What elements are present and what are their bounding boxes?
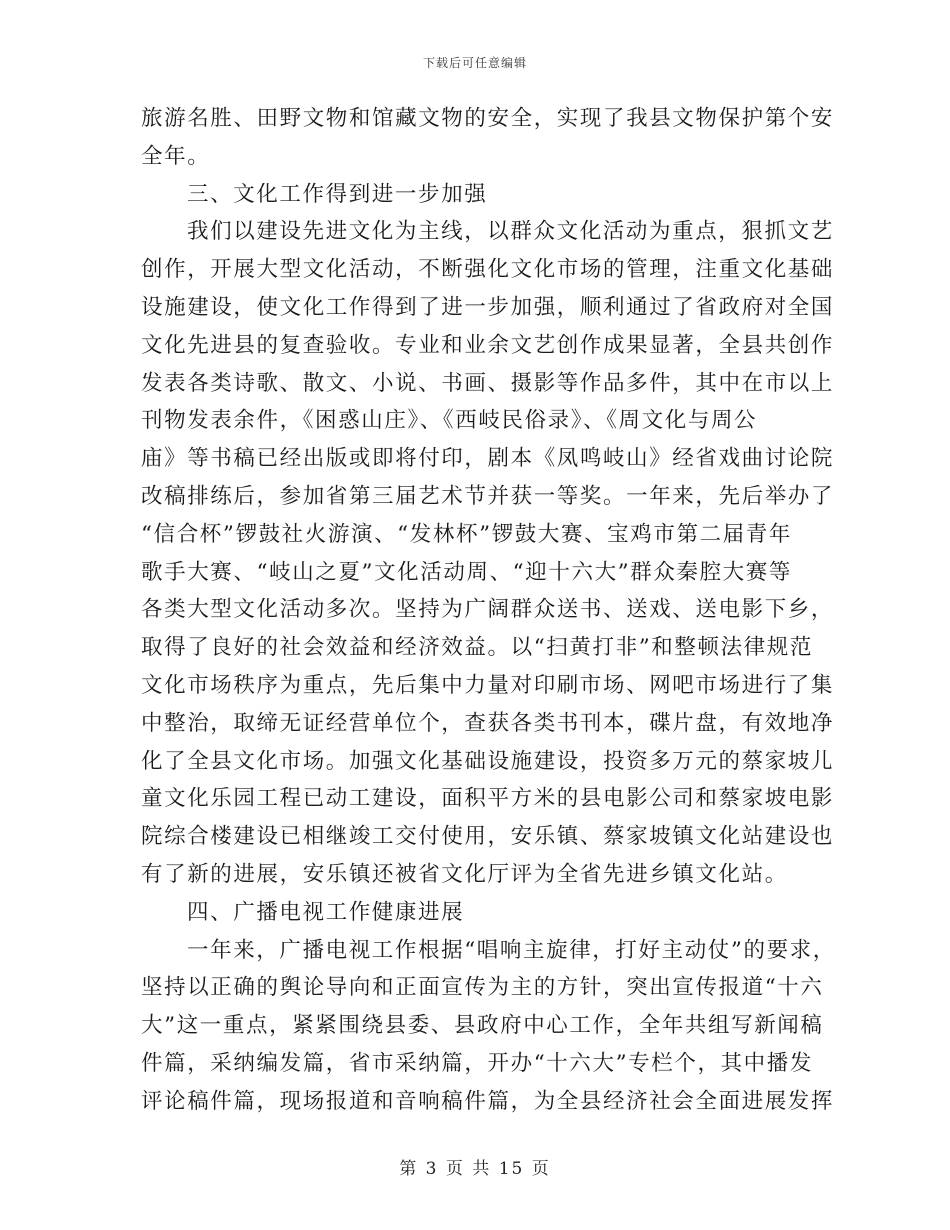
text-line: 改稿排练后，参加省第三届艺术节并获一等奖。一年来，先后举办了 xyxy=(141,483,835,509)
section-heading: 三、文化工作得到进一步加强 xyxy=(187,181,488,207)
text-line: 取得了良好的社会效益和经济效益。以“扫黄打非”和整顿法律规范 xyxy=(141,635,813,661)
text-line: 大”这一重点，紧紧围绕县委、县政府中心工作，全年共组写新闻稿 xyxy=(141,1013,824,1039)
text-line: 化了全县文化市场。加强文化基础设施建设，投资多万元的蔡家坡儿 xyxy=(141,748,835,774)
text-line: 旅游名胜、田野文物和馆藏文物的安全，实现了我县文物保护第个安 xyxy=(141,106,835,131)
text-line: “信合杯”锣鼓社火游演、“发林杯”锣鼓大赛、宝鸡市第二届青年 xyxy=(141,521,792,547)
text-line: 一年来，广播电视工作根据“唱响主旋律，打好主动仗”的要求， xyxy=(187,937,836,963)
text-line: 刊物发表余件，《困惑山庄》、《西岐民俗录》、《周文化与周公 xyxy=(141,408,758,434)
text-line: 文化市场秩序为重点，先后集中力量对印刷市场、网吧市场进行了集 xyxy=(141,672,835,698)
text-line: 童文化乐园工程已动工建设，面积平方米的县电影公司和蔡家坡电影 xyxy=(141,786,835,812)
text-line: 我们以建设先进文化为主线，以群众文化活动为重点，狠抓文艺 xyxy=(187,219,834,245)
text-line: 院综合楼建设已相继竣工交付使用，安乐镇、蔡家坡镇文化站建设也 xyxy=(141,824,835,850)
text-line: 评论稿件篇，现场报道和音响稿件篇，为全县经济社会全面进展发挥 xyxy=(141,1088,835,1114)
text-line: 庙》等书稿已经出版或即将付印，剧本《凤鸣岐山》经省戏曲讨论院 xyxy=(141,446,835,472)
header-note: 下载后可任意编辑 xyxy=(422,56,527,70)
section-heading: 四、广播电视工作健康进展 xyxy=(187,899,465,925)
text-line: 发表各类诗歌、散文、小说、书画、摄影等作品多件，其中在市以上 xyxy=(141,370,835,396)
text-line: 中整治，取缔无证经营单位个，查获各类书刊本，碟片盘，有效地净 xyxy=(141,710,835,736)
text-line: 各类大型文化活动多次。坚持为广阔群众送书、送戏、送电影下乡， xyxy=(141,597,835,623)
body-text xyxy=(141,100,836,1121)
text-line: 歌手大赛、“岐山之夏”文化活动周、“迎十六大”群众秦腔大赛等 xyxy=(141,559,792,585)
text-line: 坚持以正确的舆论导向和正面宣传为主的方针，突出宣传报道“十六 xyxy=(141,975,824,1001)
text-line: 有了新的进展，安乐镇还被省文化厅评为全省先进乡镇文化站。 xyxy=(141,861,788,887)
text-line: 创作，开展大型文化活动，不断强化文化市场的管理，注重文化基础 xyxy=(141,257,835,283)
text-line: 全年。 xyxy=(141,143,211,169)
page-number-footer: 第 3 页 共 15 页 xyxy=(399,1159,551,1179)
text-line: 文化先进县的复查验收。专业和业余文艺创作成果显著，全县共创作 xyxy=(141,332,835,358)
text-line: 设施建设，使文化工作得到了进一步加强，顺利通过了省政府对全国 xyxy=(141,294,835,320)
text-line: 件篇，采纳编发篇，省市采纳篇，开办“十六大”专栏个，其中播发 xyxy=(141,1050,813,1076)
